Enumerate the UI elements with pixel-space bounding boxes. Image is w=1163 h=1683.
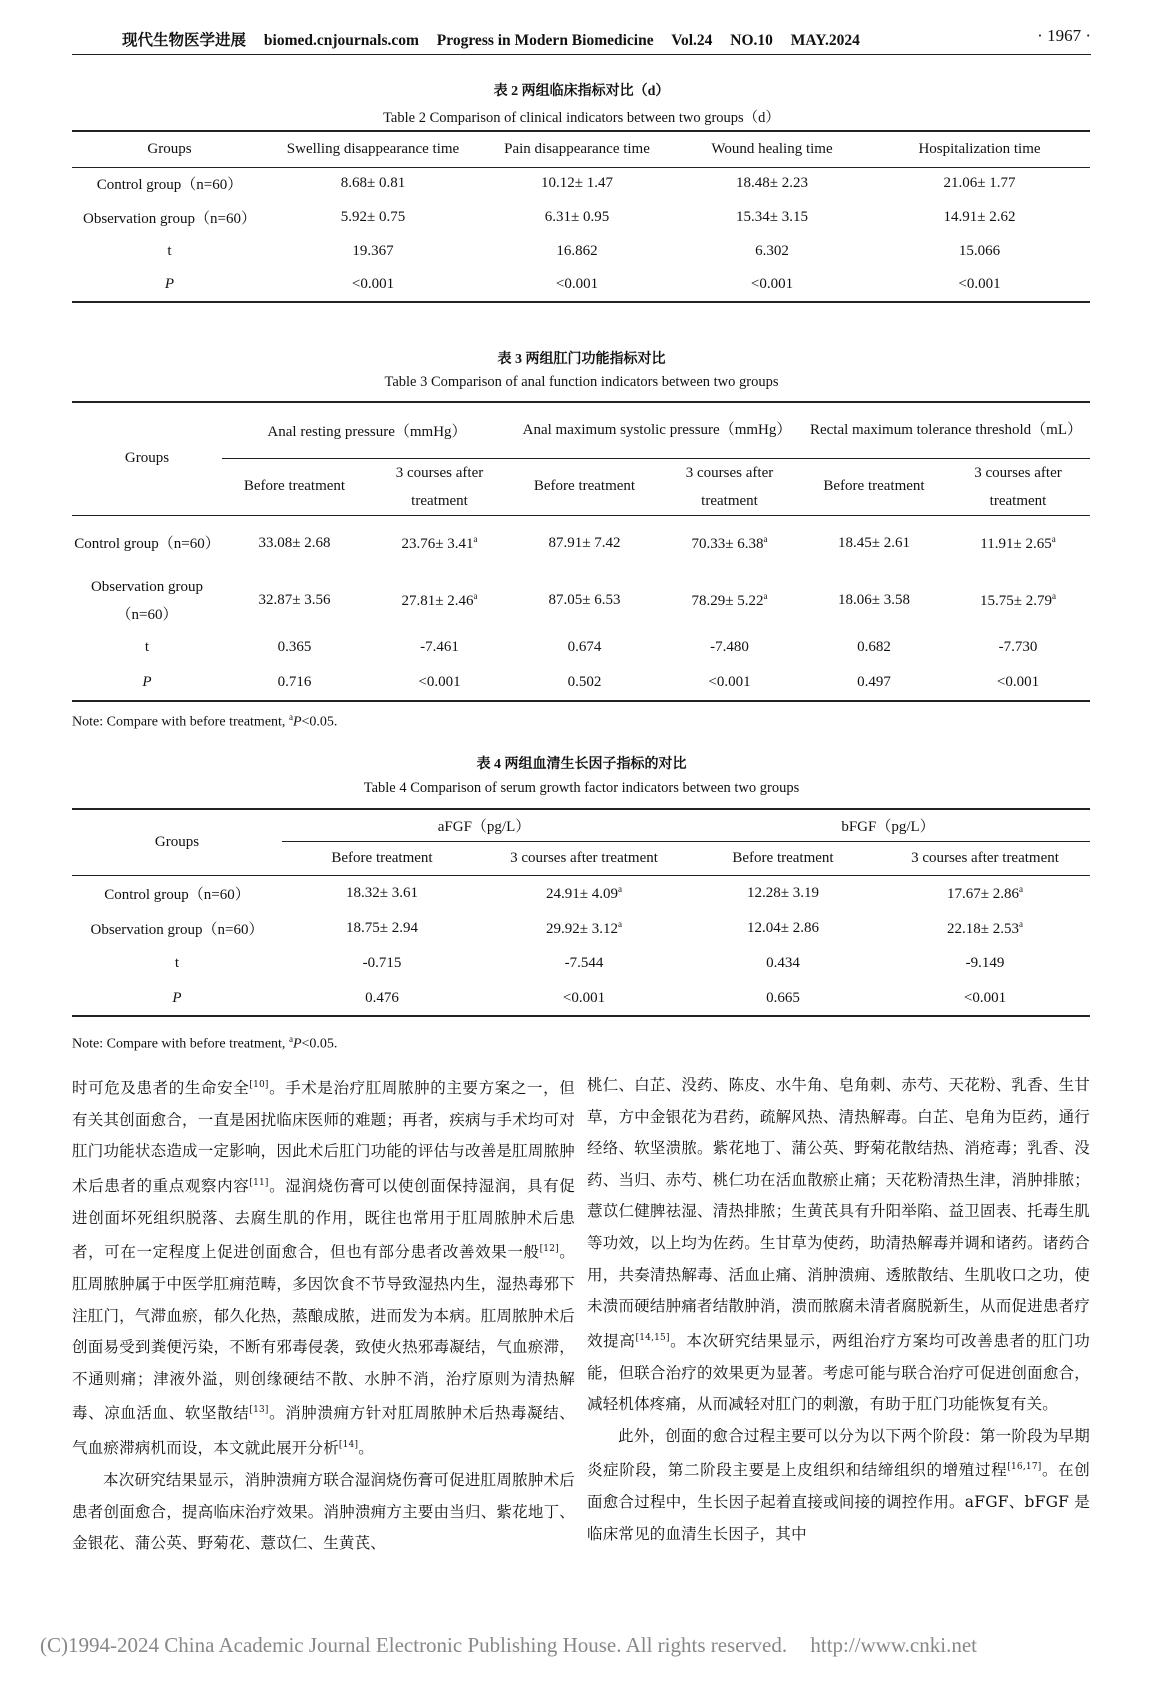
cell-value: 17.67± 2.86: [947, 885, 1019, 902]
table-cell: 87.05± 6.53: [548, 592, 621, 608]
table2-header: Hospitalization time: [918, 140, 1041, 157]
table-cell: [657, 515, 802, 572]
table-cell: -9.149: [965, 955, 1005, 971]
paragraph: [72, 1070, 575, 1465]
table-cell: [482, 875, 686, 911]
table2-header: Pain disappearance time: [504, 140, 650, 157]
row-label: P: [164, 276, 175, 292]
table-cell: -7.461: [420, 638, 459, 655]
table-cell: 12.28± 3.19: [747, 884, 819, 901]
journal-name-cn: 现代生物医学进展: [122, 32, 247, 49]
significance-mark: a: [763, 534, 768, 545]
table3-note: Note: Compare with before treatment, $^a$P<0.05.: [72, 712, 338, 730]
table3-col-group: Anal maximum systolic pressure（mmHg）: [512, 402, 802, 458]
text-run: 。本次研究结果显示，两组治疗方案均可改善患者的肛门功能，但联合治疗的效果更为显著。考虑可能与联合治疗可促进创面愈合，减轻机体疼痛，从而减轻对肛门的刺激，有助于肛门功能恢复有关。: [587, 1331, 1090, 1414]
table-cell: 8.68± 0.81: [340, 175, 406, 192]
table3-groups-header: Groups: [72, 402, 222, 515]
table-row: [72, 167, 1090, 200]
table-cell: 87.91± 7.42: [548, 535, 621, 552]
cell-value: 29.92± 3.12: [546, 921, 618, 937]
table-cell: [482, 911, 686, 946]
table4-group-header-row: [72, 809, 1090, 841]
table-row: [72, 981, 1090, 1016]
row-label: Observation group（n=60）: [90, 578, 204, 623]
table4-col-group: aFGF（pg/L）: [282, 809, 686, 841]
significance-mark: a: [473, 534, 478, 545]
text-run: 时可危及患者的生命安全: [72, 1079, 250, 1098]
table-cell: 0.665: [766, 989, 800, 1006]
body-left-column: [72, 1070, 575, 1560]
header-journal-info: [122, 28, 874, 50]
text-run: 桃仁、白芷、没药、陈皮、水牛角、皂角刺、赤芍、天花粉、乳香、生甘草，方中金银花为君药，疏解风热、清热解毒。白芷、皂角为臣药，通行经络、软坚溃脓。紫花地丁、蒲公英、野菊花散结热、消疮毒；乳香、没药、当归、赤芍、桃仁功在活血散瘀止痛；天花粉清热生津，消肿排脓；薏苡仁健脾祛湿、清热排脓；生黄芪具有升阳举陷、益卫固表、托毒生肌等功效，以上均为佐药。生甘草为使药，助清热解毒并调和诸药。诸药合用，共奏清热解毒、活血止痛、消肿溃痈、透脓散结、生肌收口之功，使未溃而硬结肿痛者结散肿消，溃而脓腐未清者腐脱新生，从而促进患者疗效提高: [587, 1076, 1090, 1350]
text-run: 。手术是治疗肛周脓肿的主要方案之一，但有关其创面愈合，一直是困扰临床医师的难题；再者，疾病与手术均可对肛门功能状态造成一定影响，因此术后肛门功能的评估与改善是肛周脓肿术后患者的重点观察内容: [72, 1079, 575, 1196]
table-cell: 10.12± 1.47: [541, 175, 613, 192]
table-cell: [367, 572, 512, 629]
table4-note: Note: Compare with before treatment, $^a$P<0.05.: [72, 1034, 338, 1052]
table-cell: 0.674: [567, 638, 602, 655]
citation: [12]: [539, 1244, 559, 1255]
row-label: t: [174, 955, 180, 971]
table2-caption-en: Table 2 Comparison of clinical indicators between two groups（d）: [383, 110, 780, 126]
table-cell: <0.001: [351, 276, 395, 292]
table-row: [72, 572, 1090, 629]
sub-header-before: Before treatment: [732, 849, 834, 866]
table4-col-group: bFGF（pg/L）: [686, 809, 1090, 841]
table-cell: 0.682: [857, 638, 891, 655]
table-cell: 14.91± 2.62: [943, 208, 1016, 225]
paragraph: [587, 1421, 1090, 1551]
table-cell: <0.001: [418, 674, 461, 690]
cell-value: 78.29± 5.22: [691, 593, 764, 609]
journal-site: biomed.cnjournals.com: [263, 32, 419, 49]
significance-mark: a: [1051, 591, 1056, 601]
table-cell: [880, 911, 1090, 946]
table-cell: 18.48± 2.23: [736, 175, 808, 192]
significance-mark: a: [1018, 919, 1023, 929]
sub-header-before: Before treatment: [533, 478, 636, 494]
row-label: t: [167, 242, 172, 259]
sub-header-after: 3 courses after treatment: [510, 849, 658, 866]
row-label: Control group（n=60）: [104, 886, 250, 903]
table-row: [72, 515, 1090, 572]
table3-col-group: Rectal maximum tolerance threshold（mL）: [802, 402, 1090, 458]
cell-value: 27.81± 2.46: [401, 593, 474, 609]
sub-header-before: Before treatment: [331, 849, 433, 866]
table-cell: 18.45± 2.61: [838, 535, 910, 552]
cell-value: 22.18± 2.53: [947, 921, 1019, 937]
running-header: [72, 24, 1091, 55]
table-row: [72, 946, 1090, 981]
cell-value: 11.91± 2.65: [980, 536, 1052, 553]
table-cell: -7.544: [564, 955, 604, 971]
row-label: Control group（n=60）: [74, 535, 220, 552]
table3-caption-zh: 表 3 两组肛门功能指标对比: [497, 352, 666, 367]
table-row: [72, 268, 1090, 302]
table3-col-group: Anal resting pressure（mmHg）: [222, 402, 512, 458]
table3-sub-header-row: [72, 458, 1090, 515]
table-cell: 18.32± 3.61: [346, 884, 418, 901]
table-cell: <0.001: [555, 276, 599, 292]
table-cell: 33.08± 2.68: [258, 535, 331, 552]
table-cell: 0.434: [766, 955, 800, 971]
table-cell: 18.06± 3.58: [838, 592, 910, 608]
row-label: Observation group（n=60）: [90, 922, 264, 938]
table-cell: 21.06± 1.77: [943, 175, 1016, 192]
row-label: P: [142, 674, 152, 690]
significance-mark: a: [617, 883, 622, 894]
citation: [11]: [249, 1177, 269, 1188]
table-cell: [946, 515, 1090, 572]
sub-header-before: Before treatment: [823, 478, 925, 494]
cell-value: 70.33± 6.38: [691, 536, 764, 553]
table-cell: 16.862: [556, 242, 598, 259]
table-cell: 6.31± 0.95: [544, 208, 610, 225]
row-label: Control group（n=60）: [96, 177, 243, 194]
significance-mark: a: [617, 919, 622, 929]
copyright-footer: [40, 1633, 995, 1658]
table-row: [72, 234, 1090, 268]
table3-group-header-row: [72, 402, 1090, 458]
table3-caption-en: Table 3 Comparison of anal function indicators between two groups: [384, 374, 779, 390]
text-run: 。: [358, 1439, 374, 1458]
cell-value: 15.75± 2.79: [980, 593, 1052, 609]
table-cell: [946, 572, 1090, 629]
table-cell: <0.001: [958, 276, 1001, 292]
text-run: 。消肿溃痈方针对肛周脓肿术后热毒凝结、气血瘀滞病机而设，本文就此展开分析: [72, 1404, 575, 1458]
copyright-text: (C)1994-2024 China Academic Journal Electronic Publishing House. All rights reserved.: [40, 1633, 788, 1657]
table-cell: 32.87± 3.56: [258, 592, 331, 608]
table2-header-row: [72, 131, 1090, 167]
table4: [72, 808, 1090, 1017]
citation: [16,17]: [1007, 1462, 1042, 1473]
table-cell: 15.066: [958, 242, 1001, 259]
text-run: 。在创面愈合过程中，生长因子起着直接或间接的调控作用。aFGF、bFGF 是临床常见的血清生长因子，其中: [587, 1461, 1090, 1543]
table-cell: 15.34± 3.15: [736, 208, 808, 225]
journal-date: MAY.2024: [790, 32, 860, 49]
sub-header-after: 3 courses after treatment: [395, 464, 484, 509]
table-row: [72, 911, 1090, 946]
page-number: · 1967 ·: [1037, 26, 1091, 45]
table-cell: [880, 875, 1090, 911]
table-cell: 0.497: [857, 674, 891, 690]
citation: [14]: [338, 1440, 359, 1451]
significance-mark: a: [1018, 883, 1023, 894]
significance-mark: a: [473, 591, 478, 601]
citation: [10]: [249, 1080, 269, 1090]
table-cell: -7.730: [998, 638, 1038, 655]
significance-mark: a: [763, 591, 768, 601]
table-cell: [367, 515, 512, 572]
journal-issue: NO.10: [730, 32, 773, 49]
row-label: t: [144, 638, 150, 655]
table-cell: <0.001: [750, 276, 794, 292]
table-cell: <0.001: [996, 674, 1040, 690]
row-label: Observation group（n=60）: [82, 210, 257, 227]
table-cell: 0.502: [567, 674, 602, 690]
table-row: [72, 665, 1090, 701]
journal-name-en: Progress in Modern Biomedicine: [436, 32, 654, 49]
cell-value: 24.91± 4.09: [546, 885, 618, 902]
table-cell: 0.476: [365, 989, 399, 1006]
table2-caption-zh: 表 2 两组临床指标对比（d）: [493, 84, 670, 99]
paragraph: 本次研究结果显示，消肿溃痈方联合湿润烧伤膏可促进肛周脓肿术后患者创面愈合，提高临床治疗效果。消肿溃痈方主要由当归、紫花地丁、金银花、蒲公英、野菊花、薏苡仁、生黄芪、: [72, 1470, 575, 1553]
table2-header: Groups: [147, 140, 192, 157]
table-cell: 18.75± 2.94: [346, 920, 418, 936]
text-run: 此外，创面的愈合过程主要可以分为以下两个阶段：第一阶段为早期炎症阶段，第二阶段主要是上皮组织和结缔组织的增殖过程: [587, 1426, 1090, 1480]
paragraph: [587, 1070, 1090, 1421]
table-cell: <0.001: [562, 989, 606, 1006]
table-cell: -0.715: [362, 955, 402, 971]
table-cell: 19.367: [352, 242, 394, 259]
text-run: 。湿润烧伤膏可以使创面保持湿润，具有促进创面坏死组织脱落、去腐生肌的作用，既往也常用于肛周脓肿术后患者，可在一定程度上促进创面愈合，但也有部分患者改善效果一般: [72, 1177, 575, 1262]
table-cell: 6.302: [755, 242, 789, 259]
citation: [14,15]: [635, 1332, 670, 1343]
table-row: [72, 200, 1090, 234]
sub-header-after: 3 courses after treatment: [685, 464, 774, 509]
table4-groups-header: Groups: [72, 809, 282, 875]
table-cell: 12.04± 2.86: [747, 920, 819, 936]
citation: [13]: [249, 1405, 269, 1416]
row-label: P: [172, 989, 182, 1006]
table2-header: Swelling disappearance time: [286, 140, 460, 157]
sub-header-after: 3 courses after treatment: [911, 849, 1059, 866]
table-cell: 5.92± 0.75: [340, 208, 406, 225]
table3: [72, 401, 1090, 702]
journal-volume: Vol.24: [671, 32, 713, 49]
table2-header: Wound healing time: [711, 140, 833, 157]
table-cell: <0.001: [963, 989, 1007, 1006]
table-cell: 0.365: [277, 638, 312, 655]
table4-caption-en: Table 4 Comparison of serum growth factor indicators between two groups: [363, 780, 800, 796]
cell-value: 23.76± 3.41: [401, 536, 474, 553]
table-cell: 0.716: [277, 674, 312, 690]
body-right-column: [587, 1070, 1090, 1550]
sub-header-before: Before treatment: [243, 478, 346, 494]
table-cell: <0.001: [708, 674, 751, 690]
table-cell: -7.480: [710, 638, 749, 655]
table2: [72, 130, 1090, 303]
table4-caption-zh: 表 4 两组血清生长因子指标的对比: [476, 757, 687, 772]
significance-mark: a: [1051, 534, 1056, 545]
footer-url[interactable]: http://www.cnki.net: [810, 1633, 977, 1657]
text-run: 。肛周脓肿属于中医学肛痈范畴，多因饮食不节导致湿热内生，湿热毒邪下注肛门，气滞血瘀，郁久化热，蒸酿成脓，进而发为本病。肛周脓肿术后创面易受到粪便污染，不断有邪毒侵袭，致使火热邪毒凝结，气血瘀滞，不通则痛；津液外溢，则创缘硬结不散、水肿不消，治疗原则为清热解毒、凉血活血、软坚散结: [72, 1243, 575, 1423]
table-row: [72, 875, 1090, 911]
table-row: [72, 629, 1090, 665]
sub-header-after: 3 courses after treatment: [974, 464, 1062, 509]
table-cell: [657, 572, 802, 629]
